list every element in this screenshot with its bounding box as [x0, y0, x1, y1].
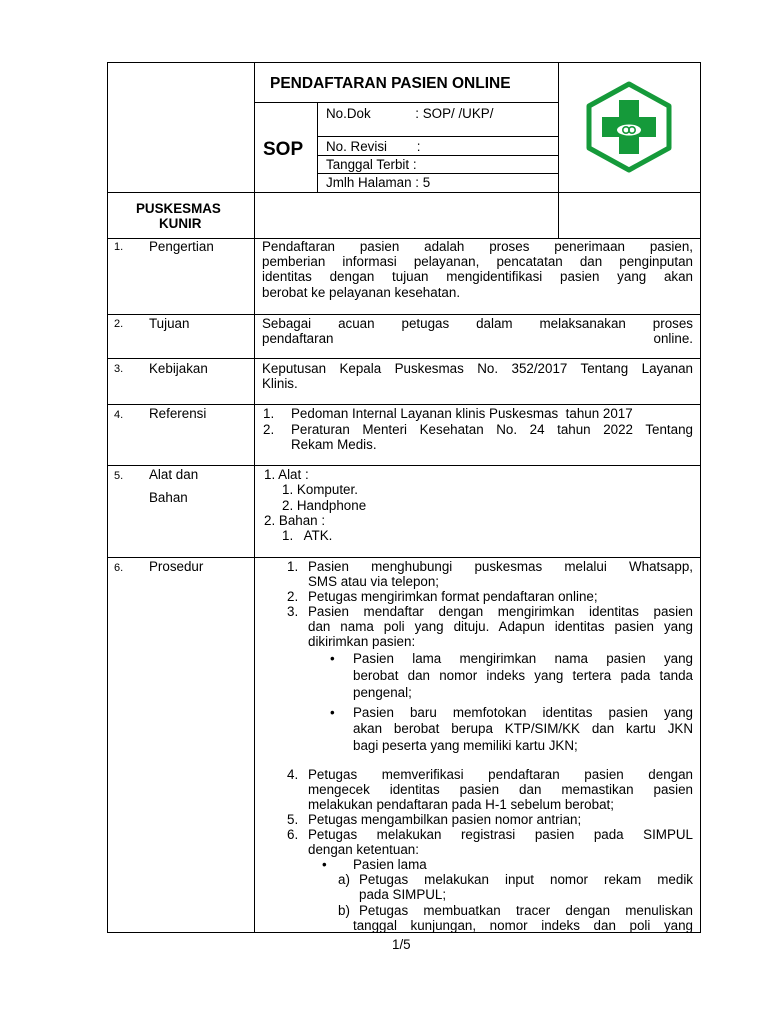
procedure-step-line: Pasien baru memfotokan identitas pasien yang	[353, 705, 693, 720]
list-marker: 1.	[287, 559, 299, 574]
section-number: 6.	[114, 562, 124, 574]
header-divider	[558, 62, 559, 238]
procedure-step-line: pada SIMPUL;	[359, 887, 447, 902]
institution-name: KUNIR	[159, 216, 202, 231]
procedure-step-line: Petugas membuatkan tracer dengan menuliskan	[359, 903, 693, 918]
reference-item: Rekam Medis.	[291, 437, 377, 452]
bullet-marker: •	[322, 857, 327, 872]
procedure-step-line: Petugas melakukan registrasi pasien pada SIMPUL	[308, 827, 693, 842]
procedure-step-line: tanggal kunjungan, nomor indeks dan poli yang	[353, 918, 693, 933]
row-divider	[107, 465, 701, 466]
section-label: Alat dan	[149, 467, 199, 482]
no-dok: No.Dok : SOP/ /UKP/	[326, 106, 494, 121]
header-divider	[317, 136, 558, 137]
section-text-line: identitas dengan tujuan mengidentifikasi pasien yang akan	[262, 269, 693, 284]
list-marker: 2.	[263, 422, 275, 437]
procedure-step-line: dengan ketentuan:	[308, 842, 419, 857]
header-divider	[254, 102, 558, 103]
reference-item: Peraturan Menteri Kesehatan No. 24 tahun 2022 Tentang	[291, 422, 693, 437]
procedure-step-line: Petugas mengambilkan pasien nomor antrian;	[308, 812, 582, 827]
procedure-step-line: bagi peserta yang memiliki kartu JKN;	[353, 738, 578, 753]
section-text-line: berobat ke pelayanan kesehatan.	[262, 285, 461, 300]
section-number: 2.	[114, 318, 124, 330]
section-text-line: pendaftaran online.	[262, 331, 693, 346]
procedure-step-line: dikirimkan pasien:	[308, 634, 416, 649]
list-marker: b)	[338, 903, 350, 918]
procedure-step-line: berobat dan nomor indeks yang tertera pada tanda	[353, 668, 693, 683]
header-divider	[317, 173, 558, 174]
procedure-step-line: Pasien menghubungi puskesmas melalui Whatsapp,	[308, 559, 693, 574]
procedure-step-line: mengecek identitas pasien dan memastikan pasien	[308, 782, 693, 797]
section-number: 5.	[114, 470, 124, 482]
section-text-line: Keputusan Kepala Puskesmas No. 352/2017 Tentang Layanan	[262, 361, 693, 376]
header-divider	[317, 155, 558, 156]
row-divider	[107, 358, 701, 359]
jmlh-halaman: Jmlh Halaman : 5	[326, 175, 431, 190]
procedure-step-line: dan nama poli yang dituju. Adapun identitas pasien yang	[308, 619, 693, 634]
section-text-line: Klinis.	[262, 376, 298, 391]
procedure-step-line: Pasien lama	[353, 857, 427, 872]
list-marker: 4.	[287, 767, 299, 782]
document-title: PENDAFTARAN PASIEN ONLINE	[270, 75, 511, 92]
section-label: Referensi	[149, 406, 207, 421]
bullet-marker: •	[330, 651, 335, 666]
procedure-step-line: pengenal;	[353, 685, 412, 700]
procedure-step-line: SMS atau via telepon;	[308, 574, 440, 589]
section-label: Tujuan	[149, 316, 190, 331]
row-divider	[107, 314, 701, 315]
row-divider	[107, 557, 701, 558]
list-marker: 5.	[287, 812, 299, 827]
header-divider	[107, 192, 701, 193]
row-divider	[107, 404, 701, 405]
procedure-step-line: Pasien lama mengirimkan nama pasien yang	[353, 651, 693, 666]
procedure-step-line: Petugas mengirimkan format pendaftaran online;	[308, 589, 598, 604]
bullet-marker: •	[330, 705, 335, 720]
tool-list-line: 1. ATK.	[282, 528, 333, 543]
procedure-step-line: Pasien mendaftar dengan mengirimkan identitas pasien	[308, 604, 693, 619]
section-text-line: Pendaftaran pasien adalah proses penerimaan pasien,	[262, 239, 693, 254]
tool-list-line: 2. Handphone	[282, 498, 367, 513]
procedure-step-line: Petugas memverifikasi pendaftaran pasien dengan	[308, 767, 693, 782]
section-text-line: pemberian informasi pelayanan, pencatatan dan penginputan	[262, 254, 693, 269]
puskesmas-cross-logo-icon	[585, 81, 673, 173]
tool-list-line: 2. Bahan :	[264, 513, 326, 528]
header-divider	[317, 102, 318, 192]
page-number: 1/5	[392, 937, 411, 952]
header-divider	[254, 62, 255, 238]
section-label: Bahan	[149, 490, 188, 505]
tanggal-terbit: Tanggal Terbit :	[326, 157, 417, 172]
column-divider	[254, 238, 255, 933]
list-marker: 3.	[287, 604, 299, 619]
section-number: 3.	[114, 363, 124, 375]
tool-list-line: 1. Komputer.	[282, 482, 358, 497]
list-marker: 1.	[263, 406, 275, 421]
procedure-step-line: akan berobat berupa KTP/SIM/KK dan kartu JKN	[353, 721, 693, 736]
reference-item: Pedoman Internal Layanan klinis Puskesmas tahun 2017	[291, 406, 633, 421]
procedure-step-line: Petugas melakukan input nomor rekam medik	[359, 872, 693, 887]
section-label: Prosedur	[149, 559, 204, 574]
sop-label: SOP	[263, 139, 304, 160]
list-marker: a)	[338, 872, 350, 887]
procedure-step-line: melakukan pendaftaran pada H-1 sebelum berobat;	[308, 797, 614, 812]
section-number: 4.	[114, 409, 124, 421]
section-label: Pengertian	[149, 239, 214, 254]
list-marker: 6.	[287, 827, 299, 842]
section-label: Kebijakan	[149, 361, 208, 376]
section-number: 1.	[114, 241, 124, 253]
institution-name: PUSKESMAS	[136, 201, 221, 216]
list-marker: 2.	[287, 589, 299, 604]
tool-list-line: 1. Alat :	[264, 467, 309, 482]
no-revisi: No. Revisi :	[326, 139, 421, 154]
section-text-line: Sebagai acuan petugas dalam melaksanakan proses	[262, 316, 693, 331]
